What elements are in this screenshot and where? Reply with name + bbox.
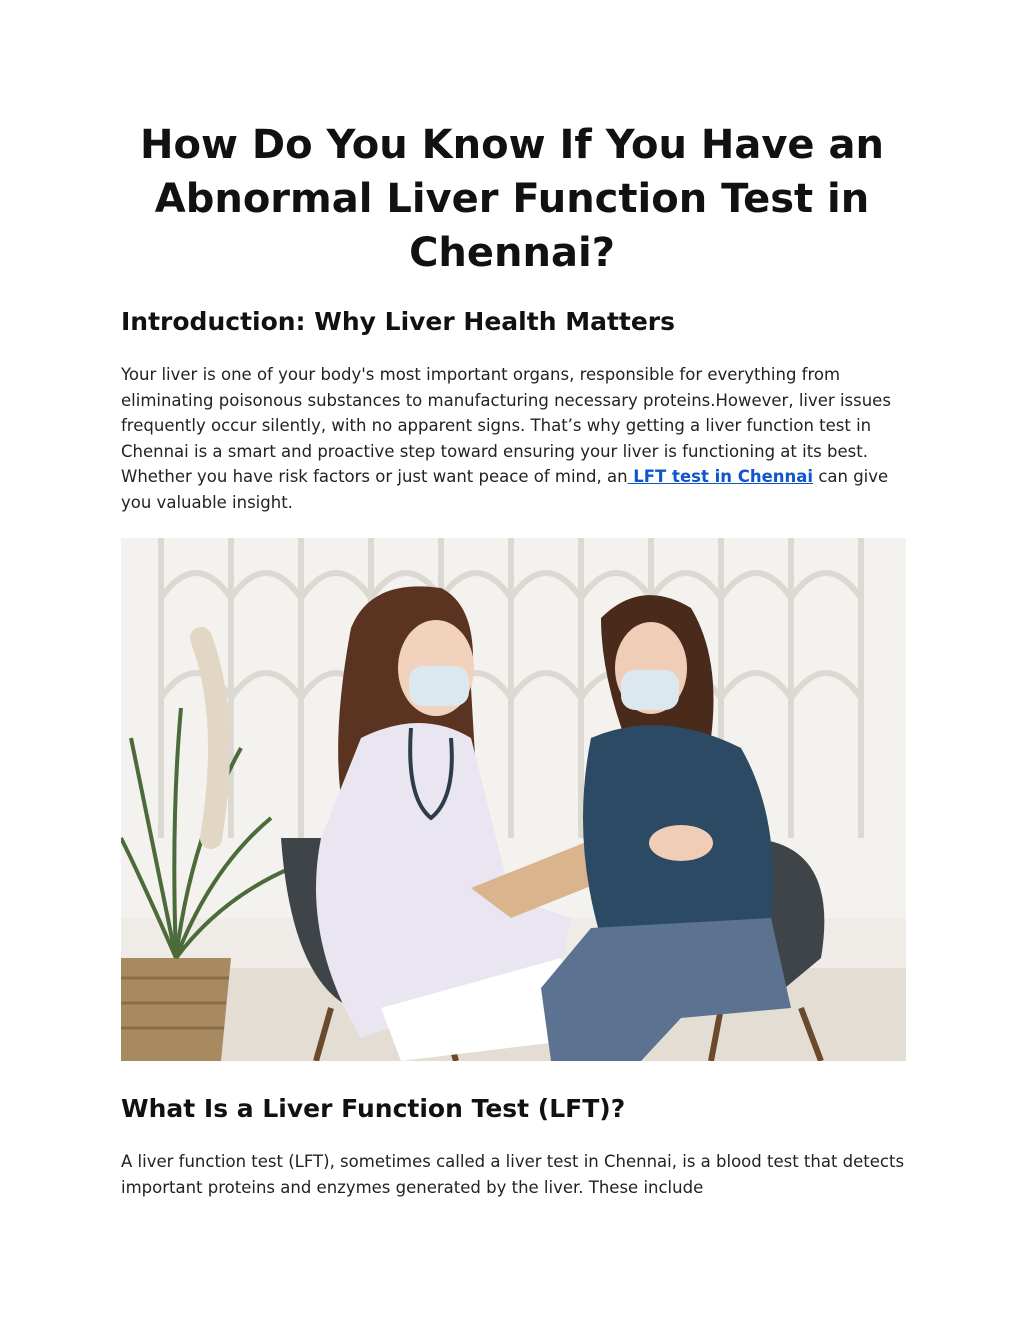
lft-paragraph: A liver function test (LFT), sometimes called a liver test in Chennai, is a blood test that detects important proteins and enzymes generated by the liver. These include [121, 1152, 905, 1197]
intro-text-after-link: can give you valuable insight. [121, 467, 889, 512]
lft-heading: What Is a Liver Function Test (LFT)? [121, 1094, 626, 1123]
intro-heading: Introduction: Why Liver Health Matters [121, 307, 676, 336]
document-title: How Do You Know If You Have an Abnormal Liver Function Test in Chennai? [140, 122, 884, 276]
intro-paragraph [121, 362, 921, 516]
lft-test-link[interactable]: LFT test in Chennai [627, 467, 814, 487]
doctor-patient-photo [121, 538, 906, 1061]
intro-text-before-link: Your liver is one of your body's most important organs, responsible for everything from eliminating poisonous substances to manufacturing necessary proteins.However, liver issues frequently occur silently, with no apparent signs. That’s why getting a liver function test in Chennai is a smart and proactive step toward ensuring your liver is functioning at its best. Whether you have risk factors or just want peace of mind, an [121, 365, 891, 487]
